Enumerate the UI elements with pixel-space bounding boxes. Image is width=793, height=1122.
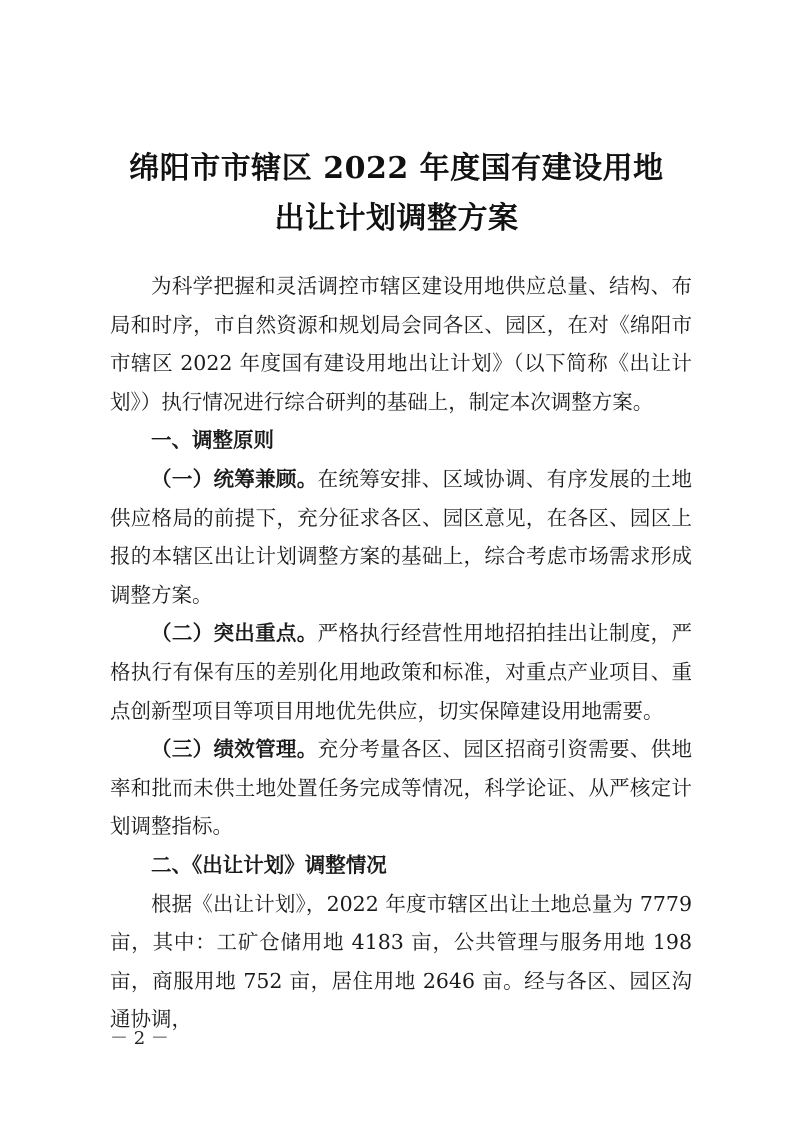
section-heading-1: 一、调整原则 bbox=[151, 428, 274, 453]
principle-text-3: 充分考量各区、园区招商引资需要、供地率和批而未供土地处置任务完成等情况，科学论证、从严核定计划调整指标。 bbox=[110, 737, 693, 839]
document-title-line-1: 绵阳市市辖区 2022 年度国有建设用地 bbox=[129, 151, 664, 186]
adjustment-paragraph: 根据《出让计划》，2022 年度市辖区出让土地总量为 7779 亩，其中：工矿仓储用地 4183 亩，公共管理与服务用地 198 亩，商服用地 752 亩，居住用地 2646 亩。经与各区、园区沟通协调， bbox=[110, 891, 692, 1032]
principle-lead-3: （三）绩效管理。 bbox=[151, 737, 318, 762]
principle-paragraph-2 bbox=[110, 614, 692, 730]
principle-lead-1: （一）统筹兼顾。 bbox=[151, 466, 318, 491]
intro-paragraph: 为科学把握和灵活调控市辖区建设用地供应总量、结构、布局和时序，市自然资源和规划局会同各区、园区，在对《绵阳市市辖区 2022 年度国有建设用地出让计划》（以下简称《出让计划》）执行情况进行综合研判的基础上，制定本次调整方案。 bbox=[110, 274, 692, 414]
page-number: － 2 － bbox=[110, 1028, 169, 1049]
section-heading-2: 二、《出让计划》调整情况 bbox=[151, 852, 387, 877]
principle-text-2: 严格执行经营性用地招拍挂出让制度，严格执行有保有压的差别化用地政策和标准，对重点产业项目、重点创新型项目等项目用地优先供应，切实保障建设用地需要。 bbox=[110, 621, 693, 723]
principle-paragraph-1 bbox=[110, 460, 692, 614]
principle-lead-2: （二）突出重点。 bbox=[151, 621, 318, 646]
document-body bbox=[110, 267, 692, 1039]
principle-text-1: 在统筹安排、区域协调、有序发展的土地供应格局的前提下，充分征求各区、园区意见，在各区、园区上报的本辖区出让计划调整方案的基础上，综合考虑市场需求形成调整方案。 bbox=[110, 466, 693, 607]
document-title-line-2: 出让计划调整方案 bbox=[274, 201, 519, 236]
principle-paragraph-3 bbox=[110, 730, 692, 846]
